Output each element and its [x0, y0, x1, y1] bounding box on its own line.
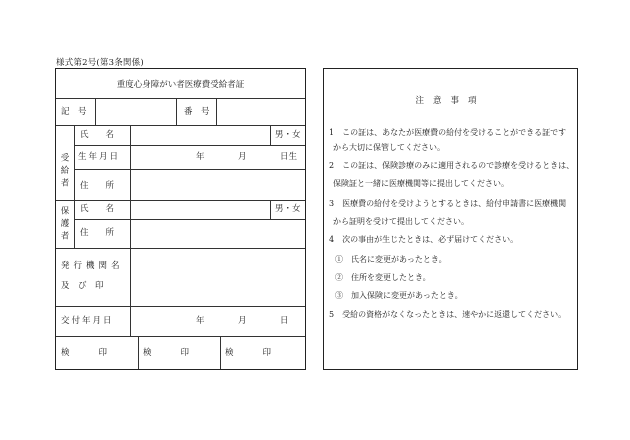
kigou-label: 記 号	[61, 107, 87, 117]
divider	[56, 248, 305, 249]
notice-line: から大切に保管してください。	[333, 143, 445, 152]
guardian-name-label: 氏 名	[80, 204, 115, 214]
notice-line: 1 この証は、あなたが医療費の給付を受けることができる証です	[329, 128, 567, 137]
divider	[270, 200, 271, 219]
divider	[74, 169, 305, 170]
notice-title: 注意事項	[415, 96, 486, 106]
guardian-gender-options: 男・女	[275, 204, 301, 214]
form-number: 様式第2号(第3条関係)	[56, 58, 144, 68]
divider	[74, 125, 75, 248]
notice-line: 5 受給の資格がなくなったときは、速やかに返還してください。	[329, 310, 567, 319]
recipient-name-label: 氏 名	[80, 130, 115, 140]
inspection-seal-1: 検 印	[61, 348, 112, 358]
birth-date-label: 生年月日	[78, 152, 121, 162]
certificate-card	[55, 68, 306, 370]
divider	[176, 98, 177, 125]
issue-day: 日	[280, 316, 289, 326]
divider	[56, 200, 305, 201]
birth-year: 年	[196, 152, 205, 162]
notice-line: ② 住所を変更したとき。	[335, 273, 431, 282]
divider	[56, 125, 305, 126]
notice-line: 保険証と一緒に医療機関等に提出してください。	[333, 179, 509, 188]
divider	[56, 336, 305, 337]
recipient-address-label: 住 所	[80, 181, 115, 191]
issue-month: 月	[238, 316, 247, 326]
inspection-seal-3: 検 印	[225, 348, 276, 358]
bangou-label: 番 号	[184, 107, 210, 117]
divider	[56, 98, 305, 99]
birth-month: 月	[238, 152, 247, 162]
divider	[130, 125, 131, 336]
notice-line: 4 次の事由が生じたときは、必ず届けてください。	[329, 235, 519, 244]
notice-line: 3 医療費の給付を受けようとするときは、給付申請書に医療機関	[329, 199, 567, 208]
notice-card	[323, 68, 578, 370]
divider	[220, 336, 221, 369]
divider	[74, 219, 305, 220]
notice-line: ③ 加入保険に変更があったとき。	[335, 291, 463, 300]
divider	[216, 98, 217, 125]
notice-line: ① 氏名に変更があったとき。	[335, 255, 447, 264]
issuer-label-line2: 及 び 印	[61, 281, 104, 291]
divider	[138, 336, 139, 369]
inspection-seal-2: 検 印	[143, 348, 194, 358]
divider	[74, 145, 305, 146]
guardian-address-label: 住 所	[80, 228, 115, 238]
notice-line: 2 この証は、保険診療のみに適用されるので診療を受けるときは、	[329, 161, 575, 170]
issuer-label-line1: 発行機関名	[61, 261, 124, 271]
divider	[95, 98, 96, 125]
recipient-gender-options: 男・女	[275, 130, 301, 140]
guardian-label: 保護者	[59, 206, 69, 244]
certificate-title: 重度心身障がい者医療費受給者証	[116, 80, 245, 90]
recipient-label: 受給者	[59, 153, 69, 191]
issue-date-label: 交付年月日	[61, 316, 114, 326]
birth-day-suffix: 日生	[280, 152, 298, 162]
divider	[270, 125, 271, 145]
issue-year: 年	[196, 316, 205, 326]
notice-line: から証明を受けて提出してください。	[333, 217, 469, 226]
divider	[56, 306, 305, 307]
